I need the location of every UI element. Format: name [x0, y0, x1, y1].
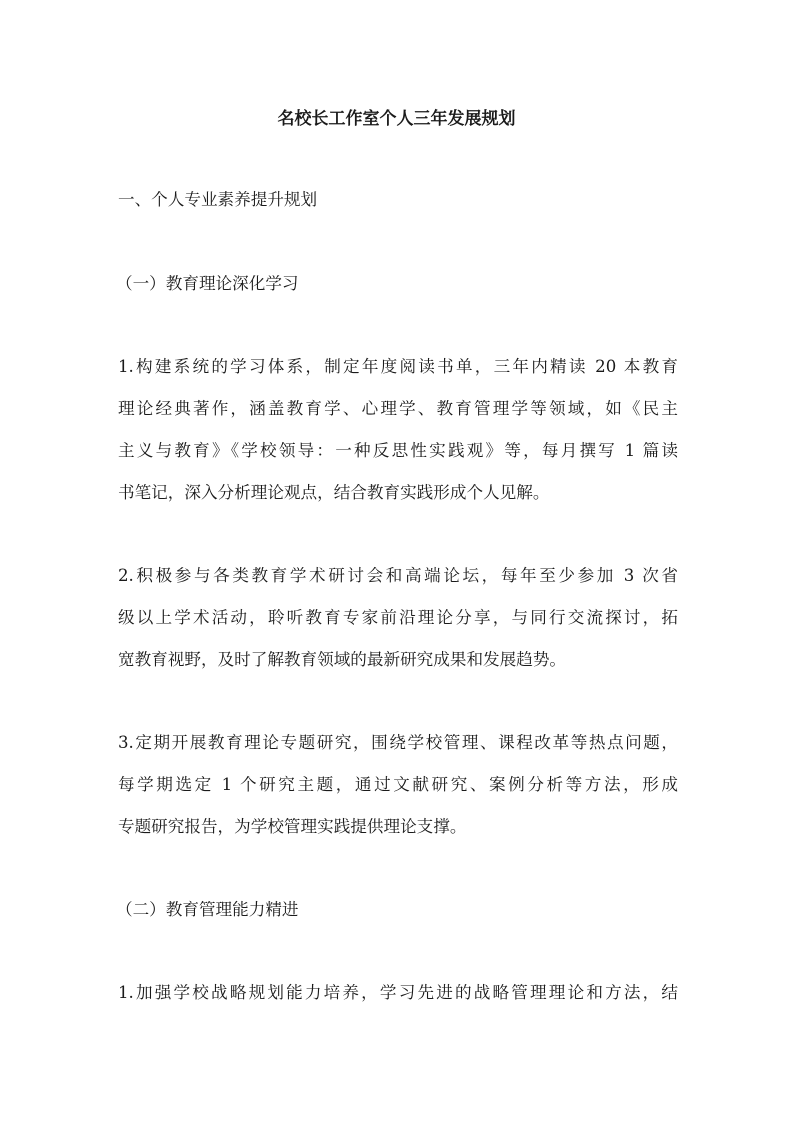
paragraph-1: [118, 346, 678, 514]
paragraph-line: 2.积极参与各类教育学术研讨会和高端论坛，每年至少参加 3 次省: [118, 566, 678, 585]
paragraph-line: 宽教育视野，及时了解教育领域的最新研究成果和发展趋势。: [118, 650, 567, 669]
paragraph-line: 专题研究报告，为学校管理实践提供理论支撑。: [118, 817, 467, 836]
document-title: 名校长工作室个人三年发展规划: [277, 109, 516, 129]
paragraph-line: 级以上学术活动，聆听教育专家前沿理论分享，与同行交流探讨，拓: [118, 608, 678, 627]
paragraph-2: [118, 555, 678, 681]
paragraph-line: 1.构建系统的学习体系，制定年度阅读书单，三年内精读 20 本教育: [118, 357, 678, 376]
section-heading-1: 一、个人专业素养提升规划: [118, 190, 318, 209]
paragraph-line: 主义与教育》《学校领导：一种反思性实践观》等，每月撰写 1 篇读: [118, 441, 678, 460]
paragraph-4: [118, 972, 678, 1014]
paragraph-line: 3.定期开展教育理论专题研究，围绕学校管理、课程改革等热点问题，: [118, 733, 678, 752]
paragraph-line: 理论经典著作，涵盖教育学、心理学、教育管理学等领域，如《民主: [118, 399, 678, 418]
paragraph-3: [118, 722, 678, 848]
paragraph-line: 1.加强学校战略规划能力培养，学习先进的战略管理理论和方法，结: [118, 983, 678, 1002]
paragraph-line: 每学期选定 1 个研究主题，通过文献研究、案例分析等方法，形成: [118, 775, 678, 794]
subsection-heading-2: （二）教育管理能力精进: [116, 900, 299, 919]
paragraph-line: 书笔记，深入分析理论观点，结合教育实践形成个人见解。: [118, 483, 550, 502]
subsection-heading-1: （一）教育理论深化学习: [116, 274, 299, 293]
